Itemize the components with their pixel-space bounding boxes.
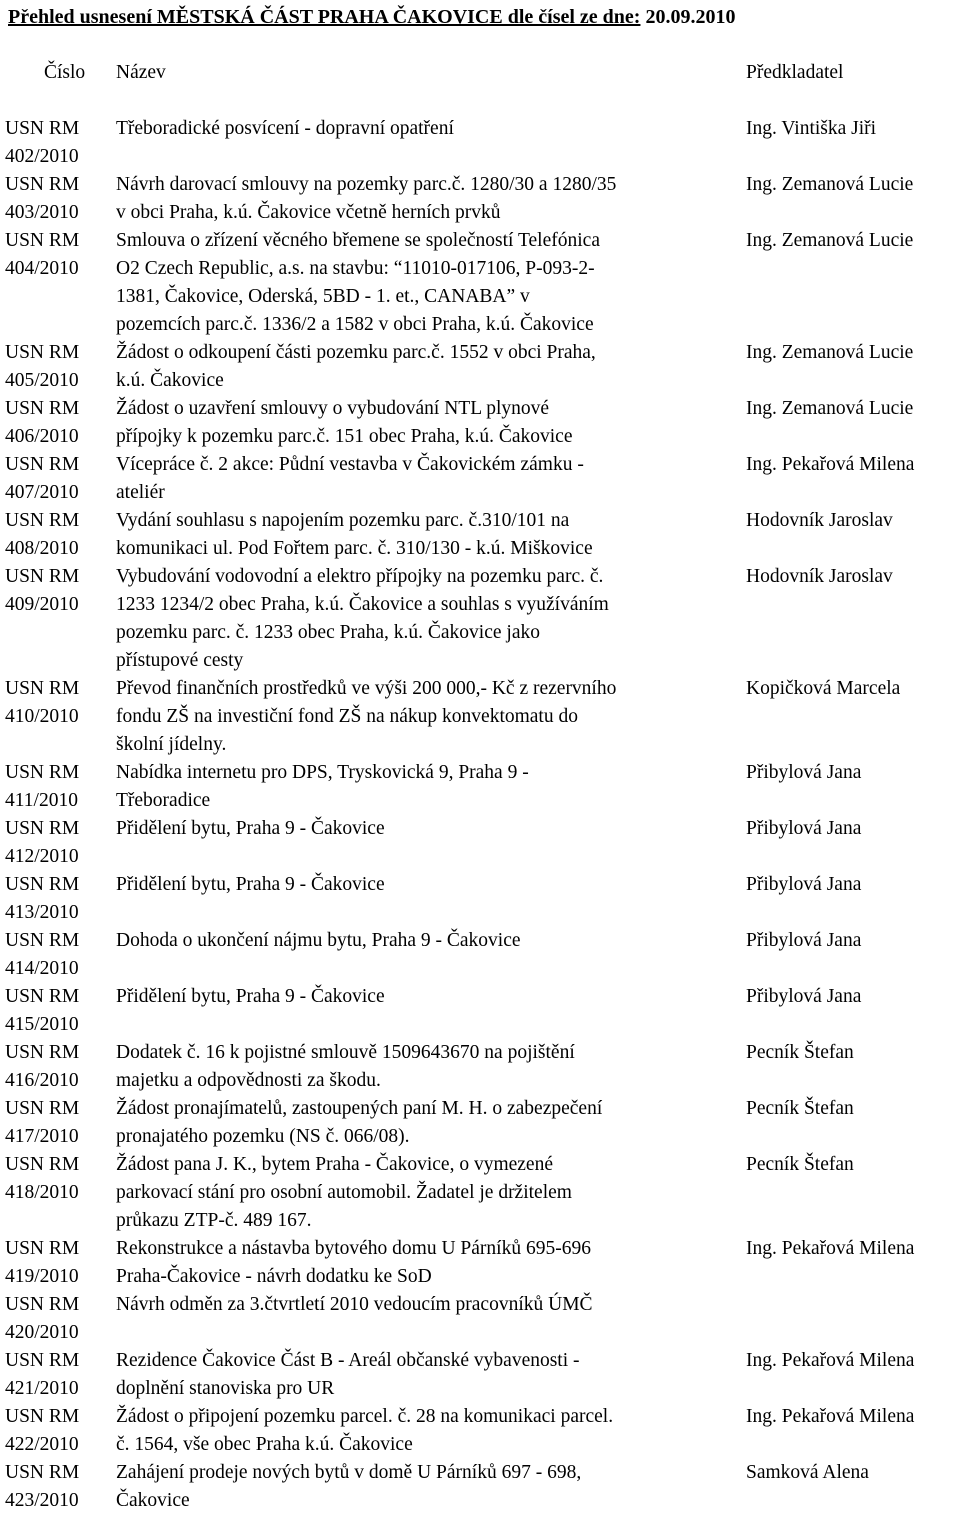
resolution-title: Žádost o odkoupení části pozemku parc.č. 1552 v obci Praha, k.ú. Čakovice (116, 342, 596, 391)
table-row (0, 1459, 960, 1515)
resolution-presenter: Hodovník Jaroslav (746, 566, 893, 587)
resolution-number: USN RM 405/2010 (5, 342, 80, 391)
resolution-presenter: Samková Alena (746, 1462, 869, 1483)
resolution-number: USN RM 419/2010 (5, 1238, 80, 1287)
resolution-number: USN RM 416/2010 (5, 1042, 80, 1091)
resolution-presenter: Pecník Štefan (746, 1154, 854, 1175)
document-title-text: Přehled usnesení MĚSTSKÁ ČÁST PRAHA ČAKOVICE dle čísel ze dne: (8, 6, 641, 28)
resolution-number: USN RM 415/2010 (5, 986, 80, 1035)
resolution-title: Žádost o připojení pozemku parcel. č. 28 na komunikaci parcel. č. 1564, vše obec Praha k.ú. Čakovice (116, 1406, 614, 1455)
resolution-number: USN RM 407/2010 (5, 454, 80, 503)
resolution-title: Návrh darovací smlouvy na pozemky parc.č. 1280/30 a 1280/35 v obci Praha, k.ú. Čakovice včetně herních prvků (116, 174, 617, 223)
resolution-number: USN RM 422/2010 (5, 1406, 80, 1455)
resolution-title: Žádost pronajímatelů, zastoupených paní M. H. o zabezpečení pronajatého pozemku (NS č. 066/08). (116, 1098, 603, 1147)
resolution-title: Žádost o uzavření smlouvy o vybudování NTL plynové přípojky k pozemku parc.č. 151 obec Praha, k.ú. Čakovice (116, 398, 573, 447)
resolution-presenter: Přibylová Jana (746, 986, 862, 1007)
resolution-presenter: Ing. Pekařová Milena (746, 454, 915, 475)
table-row (0, 115, 960, 171)
table-row (0, 675, 960, 759)
resolution-number: USN RM 411/2010 (5, 762, 80, 811)
table-row (0, 1347, 960, 1403)
resolution-number: USN RM 412/2010 (5, 818, 80, 867)
resolution-presenter: Ing. Pekařová Milena (746, 1350, 915, 1371)
resolution-list (0, 115, 960, 1515)
resolution-title: Vydání souhlasu s napojením pozemku parc. č.310/101 na komunikaci ul. Pod Fořtem parc. č. 310/130 - k.ú. Miškovice (116, 510, 593, 559)
resolution-title: Žádost pana J. K., bytem Praha - Čakovice, o vymezené parkovací stání pro osobní automobil. Žadatel je držitelem průkazu ZTP-č. 489 167. (116, 1154, 572, 1231)
resolution-title: Třeboradické posvícení - dopravní opatření (116, 118, 454, 139)
table-row (0, 507, 960, 563)
table-header (0, 59, 960, 87)
resolution-title: Vybudování vodovodní a elektro přípojky na pozemku parc. č. 1233 1234/2 obec Praha, k.ú. Čakovice a souhlas s využíváním pozemku parc. č. 1233 obec Praha, k.ú. Čakovice jako přístupové cesty (116, 566, 609, 671)
table-row (0, 1403, 960, 1459)
resolution-number: USN RM 406/2010 (5, 398, 80, 447)
table-row (0, 1235, 960, 1291)
resolution-presenter: Ing. Pekařová Milena (746, 1406, 915, 1427)
resolution-presenter: Přibylová Jana (746, 874, 862, 895)
column-header-presenter: Předkladatel (746, 62, 844, 83)
resolution-title: Zahájení prodeje nových bytů v domě U Párníků 697 - 698, Čakovice (116, 1462, 582, 1511)
table-row (0, 1151, 960, 1235)
resolution-number: USN RM 423/2010 (5, 1462, 80, 1511)
table-row (0, 395, 960, 451)
table-row (0, 451, 960, 507)
resolution-presenter: Přibylová Jana (746, 930, 862, 951)
resolution-presenter: Pecník Štefan (746, 1042, 854, 1063)
resolution-number: USN RM 410/2010 (5, 678, 80, 727)
table-row (0, 171, 960, 227)
column-header-number: Číslo (44, 62, 86, 83)
resolution-number: USN RM 414/2010 (5, 930, 80, 979)
resolution-title: Převod finančních prostředků ve výši 200 000,- Kč z rezervního fondu ZŠ na investiční fond ZŠ na nákup konvektomatu do školní jídelny. (116, 678, 617, 755)
resolution-presenter: Ing. Zemanová Lucie (746, 230, 914, 251)
resolution-presenter: Ing. Zemanová Lucie (746, 174, 914, 195)
resolution-number: USN RM 420/2010 (5, 1294, 80, 1343)
resolution-title: Dohoda o ukončení nájmu bytu, Praha 9 - Čakovice (116, 930, 521, 951)
resolution-presenter: Ing. Zemanová Lucie (746, 398, 914, 419)
resolution-presenter: Ing. Pekařová Milena (746, 1238, 915, 1259)
resolution-title: Přidělení bytu, Praha 9 - Čakovice (116, 818, 385, 839)
resolution-number: USN RM 421/2010 (5, 1350, 80, 1399)
resolution-title: Dodatek č. 16 k pojistné smlouvě 1509643670 na pojištění majetku a odpovědnosti za škodu. (116, 1042, 575, 1091)
table-row (0, 759, 960, 815)
resolution-presenter: Ing. Vintiška Jiři (746, 118, 877, 139)
resolution-title: Rekonstrukce a nástavba bytového domu U Párníků 695-696 Praha-Čakovice - návrh dodatku ke SoD (116, 1238, 591, 1287)
resolution-title: Přidělení bytu, Praha 9 - Čakovice (116, 874, 385, 895)
table-row (0, 983, 960, 1039)
resolution-title: Návrh odměn za 3.čtvrtletí 2010 vedoucím pracovníků ÚMČ (116, 1294, 593, 1315)
table-row (0, 339, 960, 395)
table-row (0, 563, 960, 675)
resolution-presenter: Přibylová Jana (746, 762, 862, 783)
resolution-number: USN RM 413/2010 (5, 874, 80, 923)
resolution-number: USN RM 402/2010 (5, 118, 80, 167)
resolution-number: USN RM 408/2010 (5, 510, 80, 559)
resolution-number: USN RM 417/2010 (5, 1098, 80, 1147)
resolution-number: USN RM 403/2010 (5, 174, 80, 223)
resolution-presenter: Ing. Zemanová Lucie (746, 342, 914, 363)
resolution-title: Smlouva o zřízení věcného břemene se společností Telefónica O2 Czech Republic, a.s. na stavbu: “11010-017106, P-093-2- 1381, Čakovice, Oderská, 5BD - 1. et., CANABA” v pozemcích parc.č. 1336/2 a 1582 v obci Praha, k.ú. Čakovice (116, 230, 600, 335)
document-title-date: 20.09.2010 (640, 6, 736, 28)
resolution-presenter: Přibylová Jana (746, 818, 862, 839)
table-row (0, 927, 960, 983)
resolution-presenter: Hodovník Jaroslav (746, 510, 893, 531)
table-row (0, 1095, 960, 1151)
resolution-presenter: Pecník Štefan (746, 1098, 854, 1119)
resolution-presenter: Kopičková Marcela (746, 678, 901, 699)
resolution-title: Vícepráce č. 2 akce: Půdní vestavba v Čakovickém zámku - ateliér (116, 454, 584, 503)
resolution-title: Přidělení bytu, Praha 9 - Čakovice (116, 986, 385, 1007)
resolution-number: USN RM 409/2010 (5, 566, 80, 615)
document-title (8, 3, 735, 31)
table-row (0, 1291, 960, 1347)
resolution-title: Rezidence Čakovice Část B - Areál občanské vybavenosti - doplnění stanoviska pro UR (116, 1350, 580, 1399)
resolution-number: USN RM 404/2010 (5, 230, 80, 279)
table-row (0, 1039, 960, 1095)
table-row (0, 871, 960, 927)
resolution-number: USN RM 418/2010 (5, 1154, 80, 1203)
table-row (0, 815, 960, 871)
resolution-title: Nabídka internetu pro DPS, Tryskovická 9, Praha 9 - Třeboradice (116, 762, 529, 811)
column-header-name: Název (116, 62, 166, 83)
table-row (0, 227, 960, 339)
